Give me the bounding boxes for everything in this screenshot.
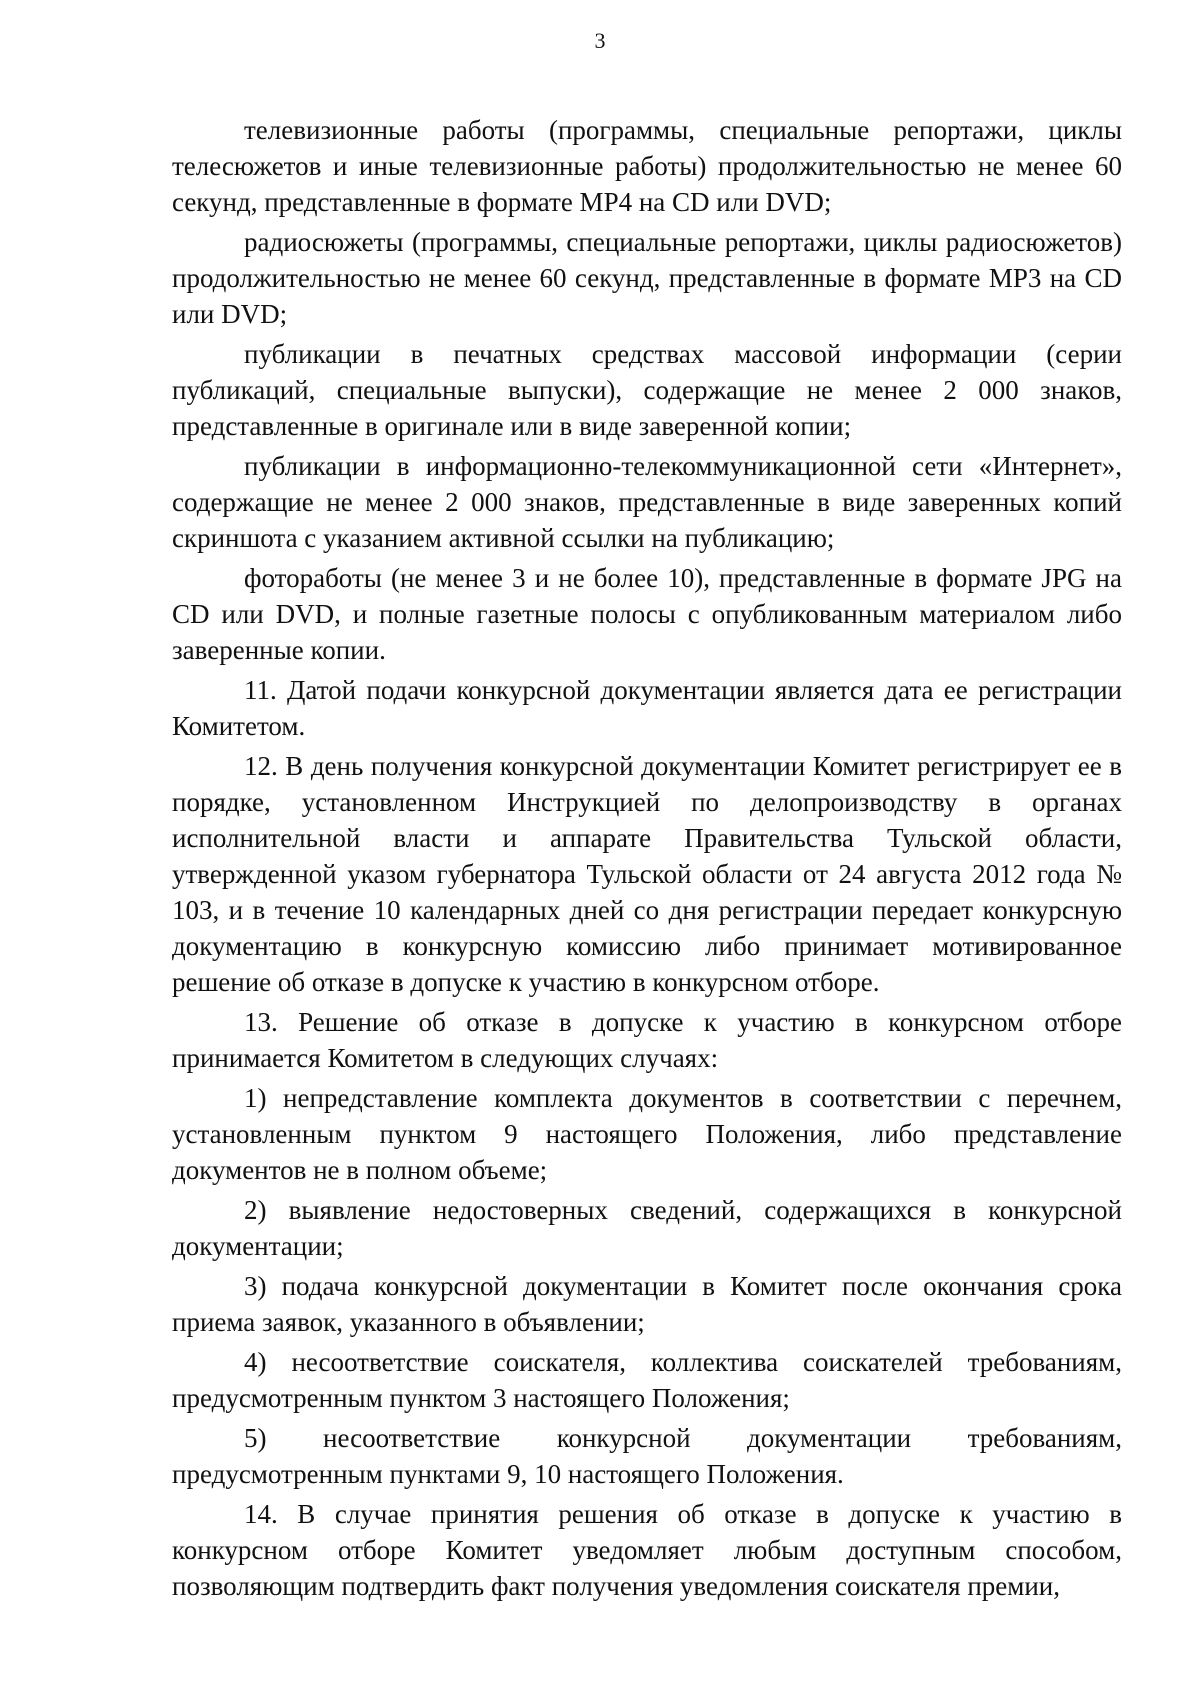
paragraph-reason-1: 1) непредставление комплекта документов в соответствии с перечнем, установленным пунктом 9 настоящего Положения, либо представление документов не в полном объеме; [172, 1083, 1122, 1185]
paragraph-internet-publications: публикации в информационно-телекоммуникационной сети «Интернет», содержащие не менее 2 000 знаков, представленные в виде заверенных копий скриншота с указанием активной ссылки на публикацию; [172, 451, 1122, 553]
paragraph-reason-5: 5) несоответствие конкурсной документации требованиям, предусмотренным пунктами 9, 10 настоящего Положения. [172, 1423, 1122, 1489]
paragraph-reason-4: 4) несоответствие соискателя, коллектива соискателей требованиям, предусмотренным пунктом 3 настоящего Положения; [172, 1347, 1122, 1413]
document-body [172, 112, 1122, 1608]
paragraph-radio-works: радиосюжеты (программы, специальные репортажи, циклы радиосюжетов) продолжительностью не менее 60 секунд, представленные в формате MP3 на CD или DVD; [172, 227, 1122, 329]
paragraph-tv-works: телевизионные работы (программы, специальные репортажи, циклы телесюжетов и иные телевизионные работы) продолжительностью не менее 60 секунд, представленные в формате MP4 на CD или DVD; [172, 115, 1122, 217]
paragraph-clause-12: 12. В день получения конкурсной документации Комитет регистрирует ее в порядке, установленном Инструкцией по делопроизводству в органах исполнительной власти и аппарате Правительства Тульской области, утвержденной указом губернатора Тульской области от 24 августа 2012 года № 103, и в течение 10 календарных дней со дня регистрации передает конкурсную документацию в конкурсную комиссию либо принимает мотивированное решение об отказе в допуске к участию в конкурсном отборе. [172, 751, 1122, 997]
paragraph-print-publications: публикации в печатных средствах массовой информации (серии публикаций, специальные выпуски), содержащие не менее 2 000 знаков, представленные в оригинале или в виде заверенной копии; [172, 339, 1122, 441]
paragraph-reason-2: 2) выявление недостоверных сведений, содержащихся в конкурсной документации; [172, 1195, 1122, 1261]
paragraph-clause-14: 14. В случае принятия решения об отказе в допуске к участию в конкурсном отборе Комитет уведомляет любым доступным способом, позволяющим подтвердить факт получения уведомления соискателя премии, [172, 1499, 1122, 1601]
page-number: 3 [594, 28, 606, 53]
paragraph-reason-3: 3) подача конкурсной документации в Комитет после окончания срока приема заявок, указанного в объявлении; [172, 1271, 1122, 1337]
paragraph-photo-works: фотоработы (не менее 3 и не более 10), представленные в формате JPG на CD или DVD, и полные газетные полосы с опубликованным материалом либо заверенные копии. [172, 563, 1122, 665]
paragraph-clause-13: 13. Решение об отказе в допуске к участию в конкурсном отборе принимается Комитетом в следующих случаях: [172, 1007, 1122, 1073]
paragraph-clause-11: 11. Датой подачи конкурсной документации является дата ее регистрации Комитетом. [172, 675, 1122, 741]
